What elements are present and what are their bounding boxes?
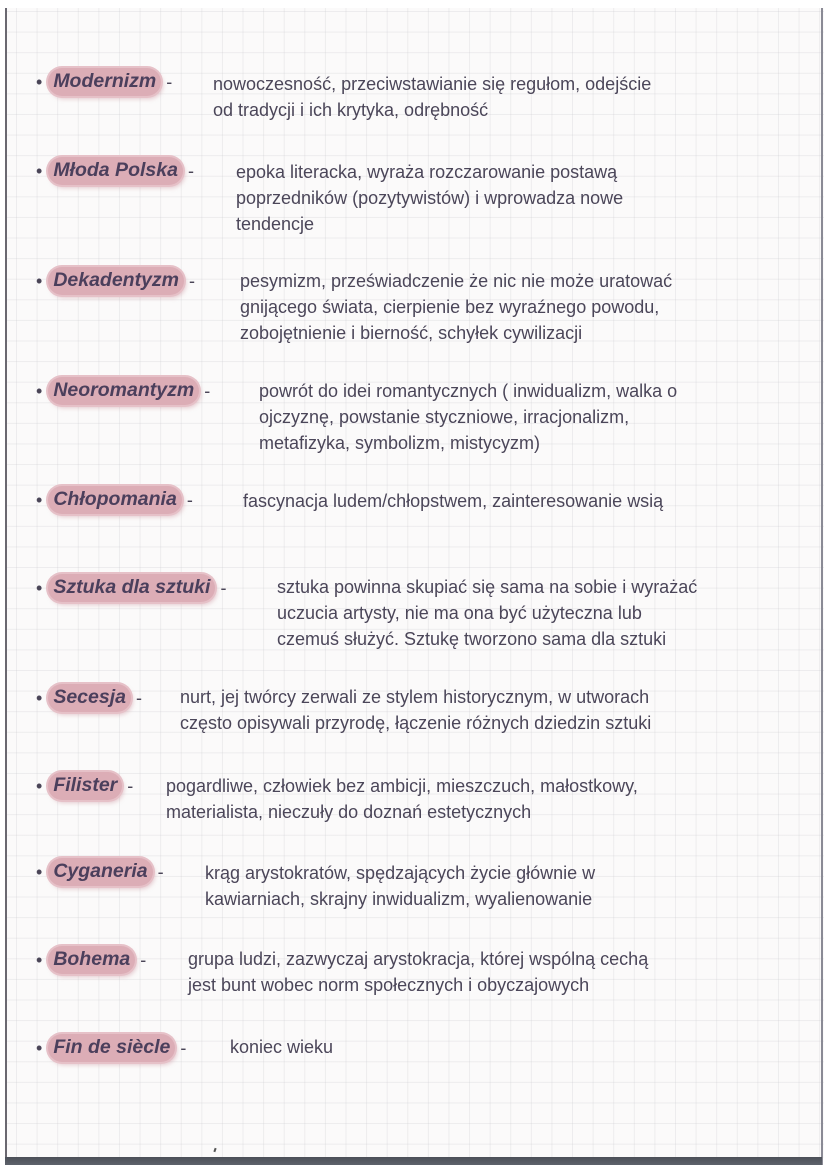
definition-line: tendencje	[236, 214, 315, 234]
bullet-icon: •	[36, 381, 43, 401]
definition	[240, 268, 672, 346]
bullet-icon: •	[36, 688, 43, 708]
definition	[205, 860, 595, 912]
definition	[166, 773, 638, 825]
definition	[243, 488, 663, 514]
bullet-icon: •	[36, 72, 43, 92]
separator: -	[220, 577, 227, 598]
bullet-icon: •	[36, 578, 43, 598]
definition-line: czemuś służyć. Sztukę tworzono sama dla sztuki	[277, 629, 667, 649]
definition-line: fascynacja ludem/chłopstwem, zainteresowanie wsią	[243, 491, 664, 511]
definition-line: nowoczesność, przeciwstawianie się regułom, odejście	[213, 74, 652, 94]
page-right-edge	[821, 8, 823, 1165]
separator: -	[127, 775, 134, 796]
definition-line: grupa ludzi, zazwyczaj arystokracja, której wspólną cechą	[188, 949, 649, 969]
definition-line: gnijącego świata, cierpienie bez wyraźnego powodu,	[240, 297, 660, 317]
separator: -	[187, 160, 194, 181]
definition-line: nurt, jej twórcy zerwali ze stylem historycznym, w utworach	[180, 687, 650, 707]
term-highlight: Młoda Polska	[48, 157, 183, 185]
definition-line: powrót do idei romantycznych ( inwidualizm, walka o	[259, 381, 678, 401]
definition-line: ojczyznę, powstanie styczniowe, irracjonalizm,	[259, 407, 630, 427]
definition-line: krąg arystokratów, spędzających życie głównie w	[205, 863, 596, 883]
separator: -	[189, 270, 196, 291]
term-highlight: Dekadentyzm	[48, 267, 184, 295]
separator: -	[140, 949, 147, 970]
definition	[230, 1034, 333, 1060]
page-bottom-edge	[5, 1157, 822, 1165]
definition-line: metafizyka, symbolizm, mistycyzm)	[259, 433, 541, 453]
definition	[259, 378, 677, 456]
bullet-icon: •	[36, 862, 43, 882]
term-highlight: Filister	[48, 772, 122, 800]
bullet-icon: •	[36, 490, 43, 510]
definition-line: epoka literacka, wyraża rozczarowanie postawą	[236, 162, 618, 182]
term-highlight: Chłopomania	[48, 486, 182, 514]
bullet-icon: •	[36, 271, 43, 291]
bullet-icon: •	[36, 1038, 43, 1058]
separator: -	[186, 489, 193, 510]
definition	[277, 574, 697, 652]
definition-line: pogardliwe, człowiek bez ambicji, mieszczuch, małostkowy,	[166, 776, 638, 796]
definition-line: uczucia artysty, nie ma ona być użyteczna lub	[277, 603, 642, 623]
definition-line: jest bunt wobec norm społecznych i obyczajowych	[188, 975, 590, 995]
term-highlight: Neoromantyzm	[48, 377, 199, 405]
definition	[213, 71, 651, 123]
definition-line: od tradycji i ich krytyka, odrębność	[213, 100, 489, 120]
definition-line: poprzedników (pozytywistów) i wprowadza nowe	[236, 188, 624, 208]
term-highlight: Cyganeria	[48, 858, 152, 886]
bullet-icon: •	[36, 776, 43, 796]
definition-line: pesymizm, przeświadczenie że nic nie może uratować	[240, 271, 673, 291]
definition-line: materialista, nieczuły do doznań estetycznych	[166, 802, 532, 822]
term-highlight: Modernizm	[48, 68, 161, 96]
bullet-icon: •	[36, 950, 43, 970]
term-highlight: Secesja	[48, 684, 131, 712]
definition-line: kawiarniach, skrajny inwidualizm, wyalienowanie	[205, 889, 593, 909]
definition-line: często opisywali przyrodę, łączenie różnych dziedzin sztuki	[180, 713, 652, 733]
definition-line: sztuka powinna skupiać się sama na sobie i wyrażać	[277, 577, 698, 597]
separator: -	[157, 861, 164, 882]
definition	[236, 159, 623, 237]
term-highlight: Sztuka dla sztuki	[48, 574, 215, 602]
definition-line: koniec wieku	[230, 1037, 334, 1057]
separator: -	[180, 1037, 187, 1058]
separator: -	[204, 380, 211, 401]
separator: -	[135, 687, 142, 708]
definition	[188, 946, 648, 998]
term-highlight: Bohema	[48, 946, 135, 974]
definition-line: zobojętnienie i bierność, schyłek cywilizacji	[240, 323, 583, 343]
term-highlight: Fin de siècle	[48, 1034, 175, 1062]
separator: -	[166, 71, 173, 92]
definition	[180, 684, 651, 736]
bullet-icon: •	[36, 161, 43, 181]
